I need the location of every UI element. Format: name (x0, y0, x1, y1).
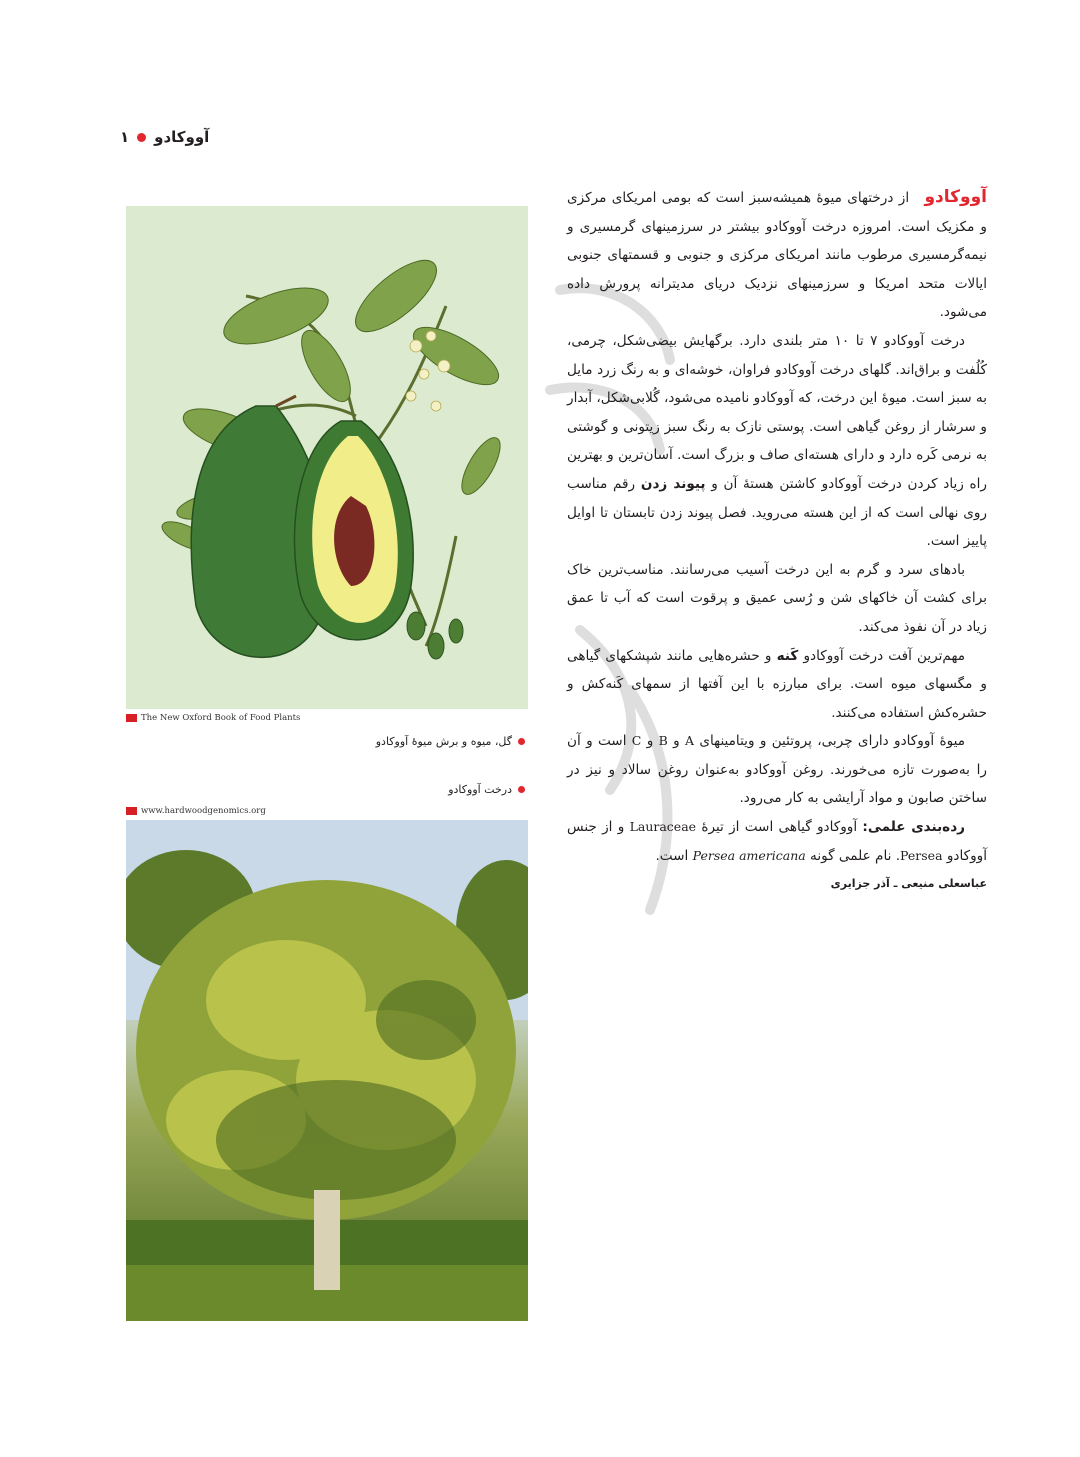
vitamin-conjunction: و (673, 733, 680, 750)
classification-label: رده‌بندی علمی: (862, 819, 966, 836)
page-number: ۱ (120, 128, 130, 146)
header-bullet-icon (137, 133, 146, 142)
article-body (567, 183, 987, 899)
paragraph-pests (567, 642, 987, 728)
photo-credit (126, 806, 266, 816)
illustration-caption (376, 735, 525, 748)
illustration-caption-text: گل، میوه و برش میوهٔ آووکادو (375, 735, 512, 748)
page-title: آووکادو (154, 128, 210, 146)
species-name: Persea americana (692, 847, 806, 863)
genus-name: Persea (900, 847, 943, 863)
vitamin-conjunction: و (646, 733, 654, 750)
book-logo-icon (126, 714, 137, 722)
vitamin-a: A (685, 733, 695, 749)
vitamin-b: B (658, 733, 668, 749)
photo-caption (448, 783, 525, 796)
paragraph-intro (567, 183, 987, 327)
article-author: عباسعلی منیعی ـ آذر جزایری (830, 877, 987, 891)
paragraph-nutrition-start: میوهٔ آووکادو دارای چربی، پروتئین و ویتامینهای (699, 733, 966, 750)
vitamin-c: C (631, 733, 642, 749)
paragraph-nutrition (567, 727, 987, 813)
paragraph-pests-start: مهم‌ترین آفت درخت آووکادو (803, 647, 966, 664)
paragraph-nutrition-end: است و آن را به‌صورت تازه می‌خورند. روغن آووکادو به‌عنوان روغن سالاد و نیز در ساختن صابون و مواد آرایشی به کار می‌رود. (567, 733, 987, 807)
photo-caption-text: درخت آووکادو (448, 783, 512, 796)
illustration-credit (126, 713, 300, 723)
avocado-illustration (126, 206, 528, 709)
classification-text-d: است. (655, 847, 689, 864)
paragraph-description (567, 327, 987, 556)
caption-bullet-icon (518, 786, 525, 793)
avocado-illustration-drawing (126, 206, 528, 709)
paragraph-climate (567, 556, 987, 642)
paragraph-pests-end: و حشره‌هایی مانند شپشکهای گیاهی و مگسهای میوه است. برای مبارزه با این آفتها از سمهای کَنه‌کش و حشره‌کش استفاده می‌کنند. (567, 647, 987, 721)
classification-text-c: . نام علمی گونه (810, 847, 901, 864)
illustration-credit-text: The New Oxford Book of Food Plants (141, 713, 301, 723)
family-name: Lauraceae (629, 819, 697, 835)
avocado-tree-photo-drawing (126, 820, 528, 1321)
paragraph-classification (567, 813, 987, 870)
caption-bullet-icon (518, 738, 525, 745)
photo-credit-text: www.hardwoodgenomics.org (141, 806, 266, 816)
paragraph-description-end: رقم مناسب روی نهالی است که از این هسته می‌روید. فصل پیوند زدن تابستان تا اوایل پاییز است. (567, 475, 987, 550)
paragraph-description-text: درخت آووکادو ۷ تا ۱۰ متر بلندی دارد. برگهایش بیضی‌شکل، چرمی، کُلُفت و براق‌اند. گلهای درخت آووکادو فراوان، خوشه‌ای و به رنگ زرد مایل به سبز است. میوهٔ این درخت، که آووکادو نامیده می‌شود، گُلابی‌شکل، آبدار و سرشار از روغن گیاهی است. پوستی نازک به رنگ سبز زیتونی و گوشتی به نرمی کَره دارد و دارای هسته‌ای صاف و بزرگ است. آسان‌ترین و بهترین راه زیاد کردن درخت آووکادو کاشتن هستهٔ آن و (567, 332, 988, 492)
book-logo-icon (126, 807, 137, 815)
mite-term: کَنه (776, 647, 799, 664)
paragraph-intro-text: از درختهای میوهٔ همیشه‌سبز است که بومی امریکای مرکزی و مکزیک است. امروزه درخت آووکادو بیشتر در سرزمینهای گرمسیری و نیمه‌گرمسیری مرطوب مانند امریکای مرکزی و جنوبی و قسمتهای جنوبی ایالات متحد امریکا و سرزمینهای نزدیک دریای مدیترانه پرورش داده می‌شود. (567, 190, 987, 321)
grafting-term: پیوند زدن (640, 475, 706, 492)
classification-text-a: آووکادو گیاهی است از تیرهٔ (701, 819, 858, 836)
classification-text-b: و از جنس آووکادو (567, 819, 987, 864)
paragraph-climate-text: بادهای سرد و گرم به این درخت آسیب می‌رسانند. مناسب‌ترین خاک برای کشت آن خاکهای شن و رُسی عمیق و پرقوت است که آب تا عمق زیاد در آن نفوذ می‌کند. (567, 561, 987, 635)
page-header (120, 128, 209, 146)
article-lead-word: آووکادو (924, 187, 987, 207)
avocado-tree-photo (126, 820, 528, 1321)
